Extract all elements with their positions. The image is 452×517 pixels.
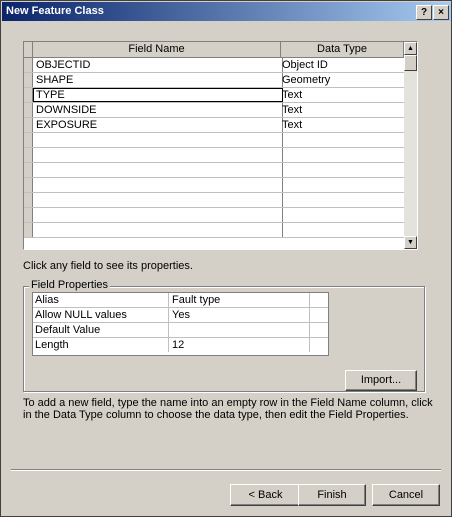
- row-selector[interactable]: [24, 148, 33, 162]
- empty-row[interactable]: [24, 208, 404, 223]
- field-name-cell[interactable]: OBJECTID: [33, 58, 283, 72]
- data-type-cell[interactable]: Object ID: [282, 59, 328, 71]
- field-name-cell[interactable]: [33, 223, 283, 237]
- grid-hint: Click any field to see its properties.: [23, 260, 193, 272]
- fields-grid[interactable]: [23, 41, 418, 250]
- cancel-button[interactable]: Cancel: [372, 484, 440, 506]
- field-name-cell[interactable]: [33, 148, 283, 162]
- row-selector[interactable]: [24, 118, 33, 132]
- row-selector[interactable]: [24, 58, 33, 72]
- property-label: Default Value: [33, 323, 169, 337]
- data-type-cell[interactable]: [280, 178, 404, 192]
- field-name-header: Field Name: [33, 42, 281, 58]
- table-row[interactable]: [24, 58, 404, 73]
- data-type-cell[interactable]: Text: [282, 89, 303, 101]
- data-type-cell[interactable]: Text: [282, 119, 303, 131]
- data-type-header: Data Type: [281, 42, 404, 58]
- property-value[interactable]: [169, 323, 310, 337]
- property-row[interactable]: [33, 338, 328, 352]
- property-value[interactable]: Fault type: [169, 293, 310, 307]
- field-name-cell[interactable]: [33, 133, 283, 147]
- data-type-cell[interactable]: [280, 193, 404, 207]
- property-label: Alias: [33, 293, 169, 307]
- field-name-cell[interactable]: EXPOSURE: [33, 118, 283, 132]
- data-type-cell[interactable]: Text: [282, 104, 303, 116]
- data-type-cell[interactable]: [280, 133, 404, 147]
- row-selector[interactable]: [24, 88, 33, 102]
- button-separator: [11, 469, 441, 471]
- back-button[interactable]: < Back: [230, 484, 301, 506]
- property-row[interactable]: [33, 323, 328, 338]
- property-row[interactable]: [33, 293, 328, 308]
- finish-button[interactable]: Finish: [298, 484, 366, 506]
- empty-row[interactable]: [24, 148, 404, 163]
- field-name-cell[interactable]: SHAPE: [33, 73, 283, 87]
- empty-row[interactable]: [24, 178, 404, 193]
- property-label: Length: [33, 338, 169, 352]
- grid-corner: [24, 42, 33, 58]
- field-name-cell[interactable]: [33, 193, 283, 207]
- empty-row[interactable]: [24, 133, 404, 148]
- field-name-cell[interactable]: [33, 178, 283, 192]
- row-selector[interactable]: [24, 163, 33, 177]
- data-type-cell[interactable]: [280, 148, 404, 162]
- table-row[interactable]: [24, 88, 404, 103]
- row-selector[interactable]: [24, 73, 33, 87]
- row-selector[interactable]: [24, 133, 33, 147]
- field-name-cell[interactable]: DOWNSIDE: [33, 103, 283, 117]
- empty-row[interactable]: [24, 223, 404, 238]
- property-label: Allow NULL values: [33, 308, 169, 322]
- row-selector[interactable]: [24, 208, 33, 222]
- window-title: New Feature Class: [6, 5, 104, 17]
- row-selector[interactable]: [24, 223, 33, 237]
- import-button[interactable]: Import...: [345, 370, 417, 391]
- title-bar[interactable]: [2, 2, 451, 21]
- field-properties-table[interactable]: [32, 292, 329, 356]
- data-type-cell[interactable]: [280, 208, 404, 222]
- property-row[interactable]: [33, 308, 328, 323]
- data-type-cell[interactable]: [280, 223, 404, 237]
- row-selector[interactable]: [24, 193, 33, 207]
- scroll-thumb[interactable]: [404, 55, 417, 71]
- data-type-cell[interactable]: Geometry: [282, 74, 331, 86]
- empty-row[interactable]: [24, 193, 404, 208]
- data-type-cell[interactable]: [280, 163, 404, 177]
- scroll-down-icon[interactable]: ▼: [404, 236, 417, 249]
- row-selector[interactable]: [24, 178, 33, 192]
- instructions-text: To add a new field, type the name into an empty row in the Field Name column, click in the Data Type column to choose the data type, then edit the Field Properties.: [23, 397, 433, 421]
- table-row[interactable]: [24, 118, 404, 133]
- field-name-cell[interactable]: [33, 208, 283, 222]
- property-value[interactable]: 12: [169, 338, 310, 352]
- table-row[interactable]: [24, 103, 404, 118]
- empty-row[interactable]: [24, 163, 404, 178]
- close-button[interactable]: ×: [433, 5, 449, 20]
- grid-scrollbar[interactable]: [404, 42, 417, 249]
- row-selector[interactable]: [24, 103, 33, 117]
- field-name-cell[interactable]: [33, 163, 283, 177]
- property-value[interactable]: Yes: [169, 308, 310, 322]
- field-properties-label: Field Properties: [31, 279, 109, 291]
- field-name-cell[interactable]: TYPE: [33, 88, 283, 102]
- scroll-up-icon[interactable]: ▲: [404, 42, 417, 55]
- help-button[interactable]: ?: [416, 5, 432, 20]
- table-row[interactable]: [24, 73, 404, 88]
